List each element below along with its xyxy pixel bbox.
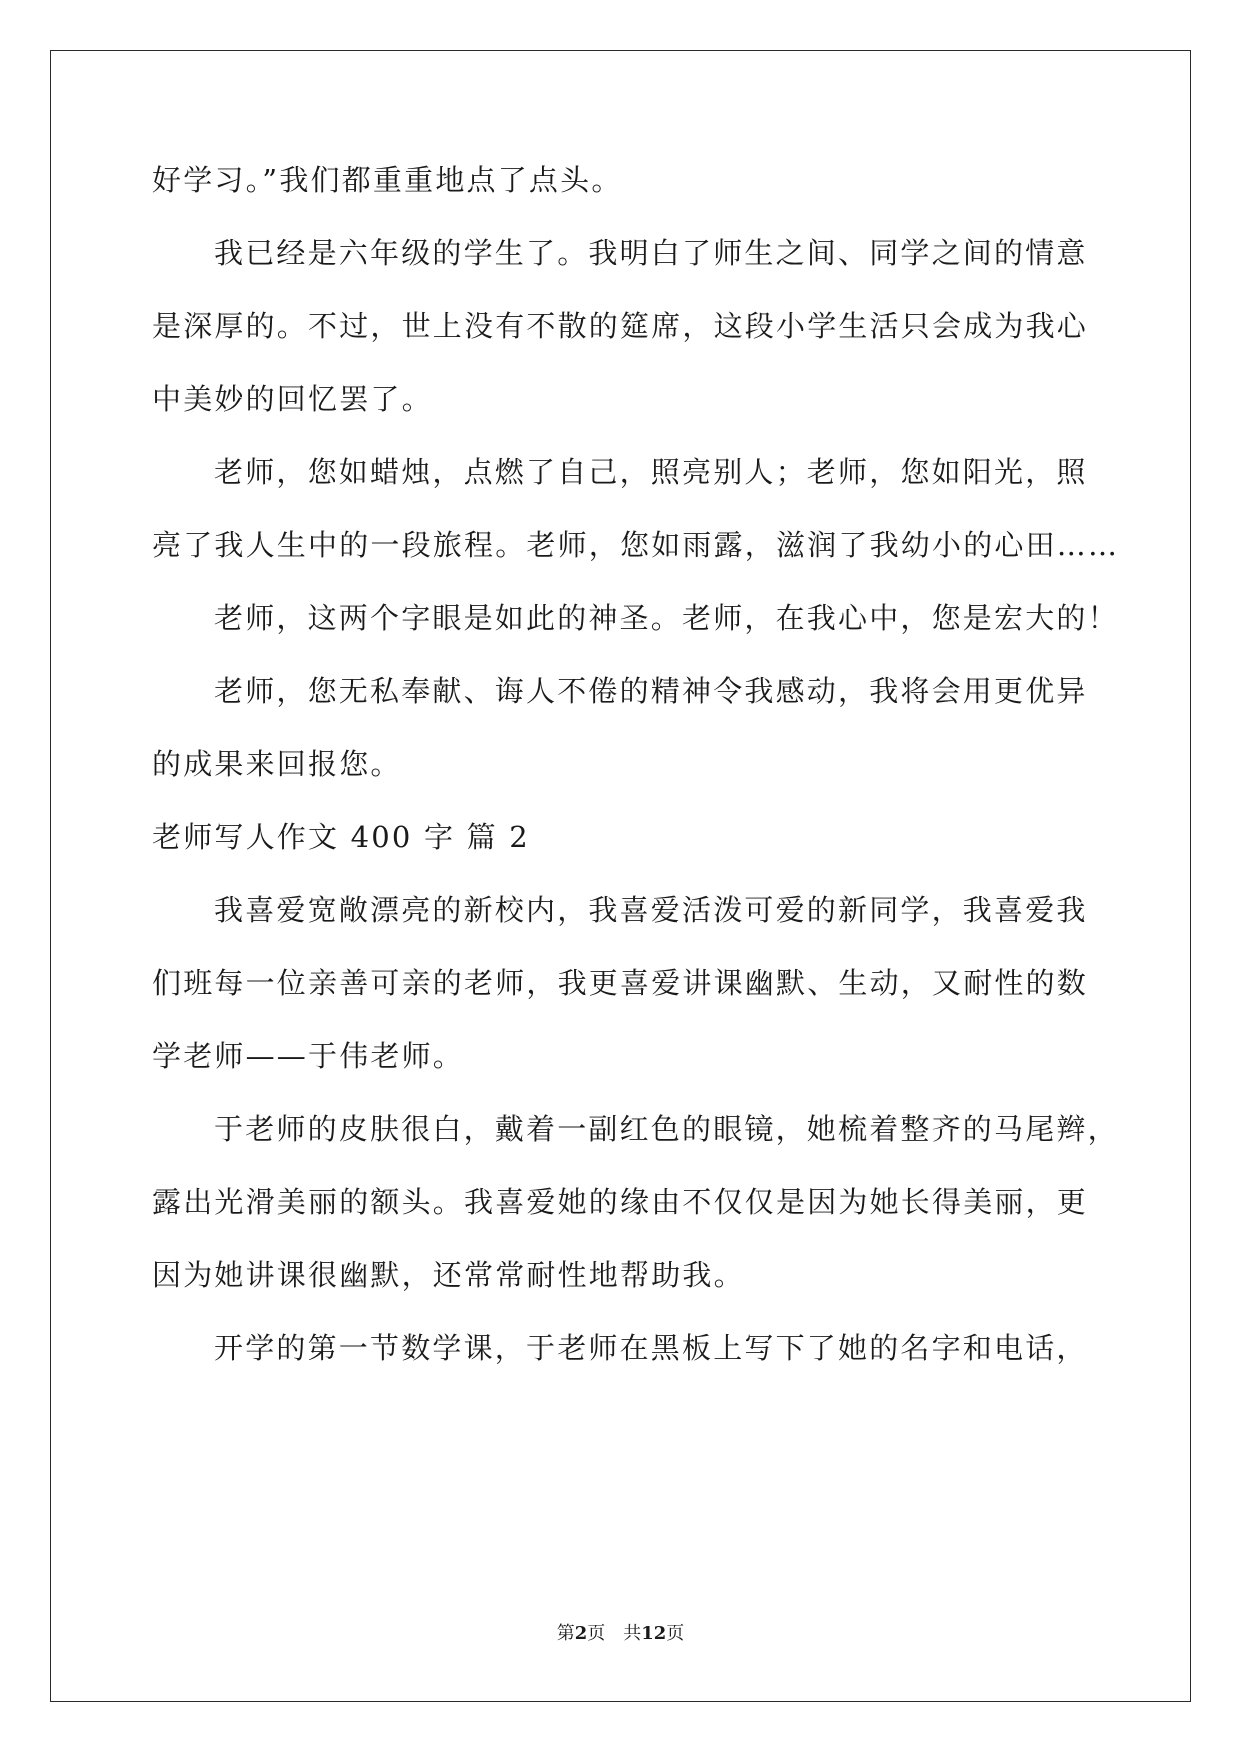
page-total-number: 12 bbox=[641, 1623, 667, 1644]
paragraph-line: 老师，您如蜡烛，点燃了自己，照亮别人；老师，您如阳光，照 bbox=[214, 455, 1088, 489]
paragraph-line: 是深厚的。不过，世上没有不散的筵席，这段小学生活只会成为我心 bbox=[152, 309, 1089, 343]
paragraph-line: 的成果来回报您。 bbox=[152, 747, 402, 781]
paragraph-line: 老师，这两个字眼是如此的神圣。老师，在我心中，您是宏大的！ bbox=[214, 601, 1119, 635]
paragraph-line: 亮了我人生中的一段旅程。老师，您如雨露，滋润了我幼小的心田…… bbox=[152, 528, 1120, 562]
paragraph-line: 我喜爱宽敞漂亮的新校内，我喜爱活泼可爱的新同学，我喜爱我 bbox=[214, 893, 1088, 927]
paragraph-line: 于老师的皮肤很白，戴着一副红色的眼镜，她梳着整齐的马尾辫， bbox=[214, 1112, 1119, 1146]
paragraph-line: 因为她讲课很幽默，还常常耐性地帮助我。 bbox=[152, 1258, 745, 1292]
page-prefix: 第 bbox=[556, 1623, 575, 1644]
total-unit: 页 bbox=[666, 1623, 685, 1644]
paragraph-line: 露出光滑美丽的额头。我喜爱她的缘由不仅仅是因为她长得美丽，更 bbox=[152, 1185, 1089, 1219]
section-heading: 老师写人作文 400 字 篇 2 bbox=[152, 820, 530, 854]
paragraph-line: 们班每一位亲善可亲的老师，我更喜爱讲课幽默、生动，又耐性的数 bbox=[152, 966, 1089, 1000]
page-unit: 页 bbox=[587, 1623, 606, 1644]
paragraph-line: 学老师——于伟老师。 bbox=[152, 1039, 465, 1073]
paragraph-line: 我已经是六年级的学生了。我明白了师生之间、同学之间的情意 bbox=[214, 236, 1088, 270]
paragraph-line: 中美妙的回忆罢了。 bbox=[152, 382, 433, 416]
page-current-number: 2 bbox=[574, 1623, 588, 1644]
page-border bbox=[50, 50, 1191, 1702]
paragraph-line: 老师，您无私奉献、诲人不倦的精神令我感动，我将会用更优异 bbox=[214, 674, 1088, 708]
total-prefix: 共 bbox=[623, 1623, 642, 1644]
paragraph-line: 好学习。”我们都重重地点了点头。 bbox=[152, 163, 623, 197]
page-footer bbox=[0, 1622, 1241, 1646]
paragraph-line: 开学的第一节数学课，于老师在黑板上写下了她的名字和电话， bbox=[214, 1331, 1088, 1365]
